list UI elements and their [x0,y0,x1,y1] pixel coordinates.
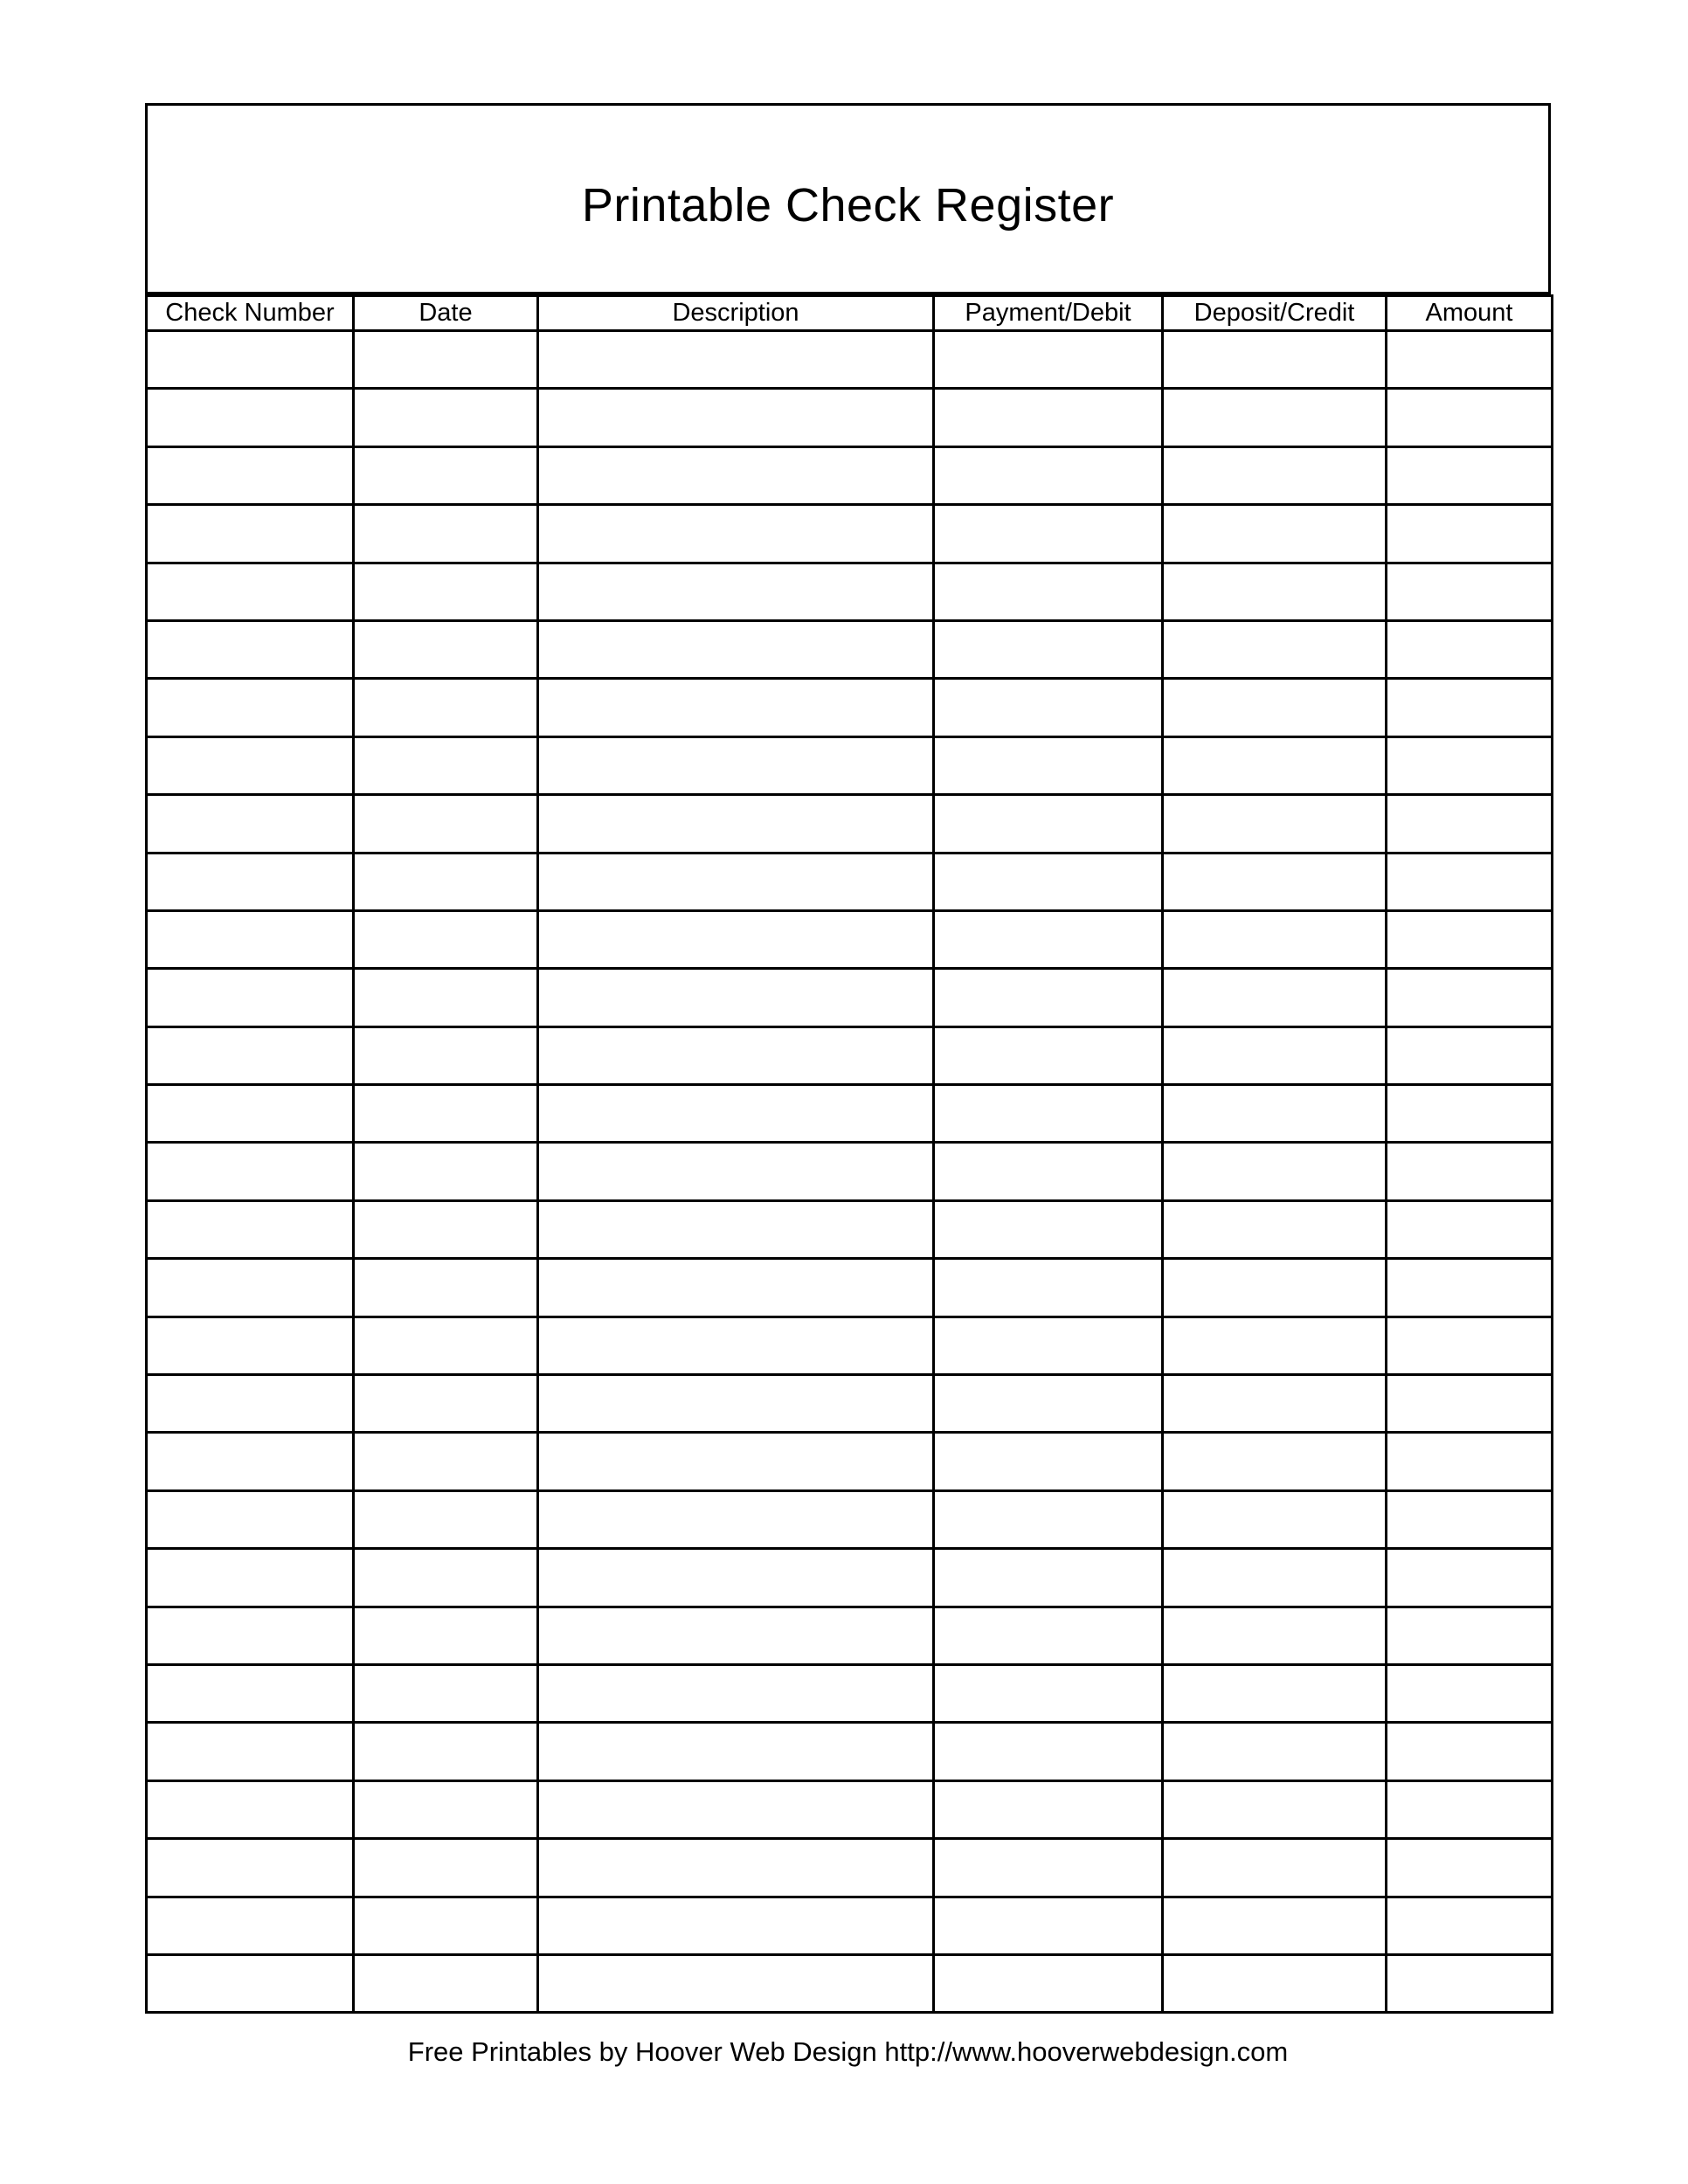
empty-cell [1163,620,1387,678]
empty-cell [147,795,354,853]
empty-cell [1163,853,1387,910]
empty-cell [934,1549,1163,1607]
empty-cell [1387,1897,1553,1954]
empty-cell [1387,1200,1553,1258]
column-header-check-number: Check Number [147,296,354,331]
empty-cell [934,1375,1163,1433]
empty-cell [1163,1723,1387,1780]
empty-cell [1163,563,1387,620]
table-header [147,296,1553,331]
empty-cell [354,1490,538,1548]
empty-cell [934,446,1163,504]
empty-cell [538,1259,934,1317]
empty-cell [538,563,934,620]
empty-cell [1163,389,1387,446]
empty-cell [538,736,934,794]
table-row [147,736,1553,794]
empty-cell [1163,795,1387,853]
table-row [147,1664,1553,1722]
empty-cell [934,1897,1163,1954]
header-row [147,296,1553,331]
empty-cell [934,1839,1163,1897]
table-row [147,910,1553,968]
empty-cell [354,563,538,620]
empty-cell [934,969,1163,1026]
table-row [147,969,1553,1026]
empty-cell [1387,853,1553,910]
empty-cell [934,853,1163,910]
empty-cell [1163,736,1387,794]
table-row [147,1317,1553,1374]
empty-cell [934,1200,1163,1258]
table-row [147,1549,1553,1607]
empty-cell [934,1954,1163,2012]
empty-cell [1163,1026,1387,1084]
empty-cell [934,1664,1163,1722]
empty-cell [538,331,934,389]
empty-cell [934,679,1163,736]
empty-cell [1163,331,1387,389]
table-row [147,1433,1553,1490]
empty-cell [934,563,1163,620]
empty-cell [1387,1026,1553,1084]
empty-cell [934,1723,1163,1780]
empty-cell [354,505,538,563]
empty-cell [147,1780,354,1838]
empty-cell [354,1839,538,1897]
empty-cell [147,505,354,563]
empty-cell [538,1026,934,1084]
footer-credit: Free Printables by Hoover Web Design http://www.hooverwebdesign.com [407,2036,1289,2067]
table-row [147,505,1553,563]
empty-cell [354,1143,538,1200]
empty-cell [934,1607,1163,1664]
empty-cell [147,1839,354,1897]
empty-cell [354,1723,538,1780]
empty-cell [1387,1954,1553,2012]
column-header-deposit-credit: Deposit/Credit [1163,296,1387,331]
empty-cell [538,1200,934,1258]
empty-cell [538,1375,934,1433]
empty-cell [1163,1954,1387,2012]
empty-cell [147,563,354,620]
empty-cell [354,1200,538,1258]
table-row [147,795,1553,853]
table-row [147,1607,1553,1664]
table-row [147,1259,1553,1317]
empty-cell [934,1433,1163,1490]
empty-cell [147,853,354,910]
empty-cell [354,1549,538,1607]
empty-cell [147,1026,354,1084]
empty-cell [354,1433,538,1490]
table-row [147,563,1553,620]
empty-cell [1387,505,1553,563]
empty-cell [147,1897,354,1954]
table-row [147,1954,1553,2012]
empty-cell [934,1780,1163,1838]
empty-cell [147,389,354,446]
table-row [147,853,1553,910]
table-row [147,389,1553,446]
empty-cell [538,1839,934,1897]
empty-cell [147,679,354,736]
empty-cell [1387,1607,1553,1664]
empty-cell [538,1780,934,1838]
empty-cell [1387,1723,1553,1780]
empty-cell [538,1433,934,1490]
empty-cell [1163,1259,1387,1317]
empty-cell [1387,1259,1553,1317]
page-title: Printable Check Register [581,178,1115,232]
check-register-table [145,294,1553,2014]
empty-cell [147,620,354,678]
empty-cell [354,1780,538,1838]
empty-cell [354,1375,538,1433]
empty-cell [147,1664,354,1722]
empty-cell [354,446,538,504]
empty-cell [354,1259,538,1317]
empty-cell [1387,446,1553,504]
empty-cell [538,1143,934,1200]
empty-cell [354,1317,538,1374]
empty-cell [538,1085,934,1143]
empty-cell [147,1954,354,2012]
table-row [147,1375,1553,1433]
empty-cell [538,1317,934,1374]
empty-cell [147,446,354,504]
table-body [147,331,1553,2013]
empty-cell [1387,389,1553,446]
column-header-description: Description [538,296,934,331]
empty-cell [354,910,538,968]
empty-cell [934,1026,1163,1084]
empty-cell [538,505,934,563]
empty-cell [538,620,934,678]
empty-cell [934,1143,1163,1200]
empty-cell [538,795,934,853]
empty-cell [1387,1085,1553,1143]
empty-cell [934,331,1163,389]
empty-cell [538,853,934,910]
empty-cell [1387,1549,1553,1607]
table-row [147,1780,1553,1838]
empty-cell [934,1259,1163,1317]
empty-cell [538,969,934,1026]
empty-cell [354,1026,538,1084]
empty-cell [934,620,1163,678]
empty-cell [147,736,354,794]
empty-cell [1387,1317,1553,1374]
empty-cell [1163,1549,1387,1607]
empty-cell [1163,1375,1387,1433]
empty-cell [147,1549,354,1607]
empty-cell [1163,1143,1387,1200]
empty-cell [354,795,538,853]
empty-cell [147,910,354,968]
empty-cell [354,969,538,1026]
table-row [147,1897,1553,1954]
empty-cell [1163,505,1387,563]
empty-cell [934,389,1163,446]
empty-cell [147,1200,354,1258]
empty-cell [538,1954,934,2012]
table-row [147,1723,1553,1780]
empty-cell [147,1143,354,1200]
empty-cell [934,1317,1163,1374]
empty-cell [1163,1490,1387,1548]
empty-cell [354,1954,538,2012]
empty-cell [1387,331,1553,389]
empty-cell [1163,1664,1387,1722]
empty-cell [538,910,934,968]
empty-cell [538,1549,934,1607]
empty-cell [147,1490,354,1548]
empty-cell [354,1897,538,1954]
table-row [147,1200,1553,1258]
empty-cell [1387,969,1553,1026]
table-row [147,1490,1553,1548]
empty-cell [1387,1664,1553,1722]
column-header-date: Date [354,296,538,331]
table-row [147,1143,1553,1200]
empty-cell [1163,446,1387,504]
empty-cell [538,1490,934,1548]
empty-cell [538,679,934,736]
empty-cell [1387,910,1553,968]
empty-cell [1163,1085,1387,1143]
empty-cell [147,969,354,1026]
empty-cell [147,1607,354,1664]
empty-cell [354,1607,538,1664]
empty-cell [538,1723,934,1780]
table-row [147,679,1553,736]
empty-cell [1163,1607,1387,1664]
column-header-amount: Amount [1387,296,1553,331]
column-header-payment-debit: Payment/Debit [934,296,1163,331]
empty-cell [1163,1433,1387,1490]
empty-cell [354,389,538,446]
empty-cell [1387,1143,1553,1200]
table-row [147,620,1553,678]
empty-cell [147,1259,354,1317]
empty-cell [934,1490,1163,1548]
empty-cell [934,1085,1163,1143]
empty-cell [538,1897,934,1954]
table-row [147,446,1553,504]
empty-cell [934,736,1163,794]
empty-cell [538,1664,934,1722]
empty-cell [1387,1839,1553,1897]
empty-cell [354,736,538,794]
empty-cell [1387,1433,1553,1490]
empty-cell [147,1317,354,1374]
empty-cell [1387,620,1553,678]
empty-cell [538,446,934,504]
empty-cell [1387,736,1553,794]
empty-cell [1163,1839,1387,1897]
empty-cell [538,389,934,446]
empty-cell [1387,1780,1553,1838]
empty-cell [1163,969,1387,1026]
empty-cell [1163,1897,1387,1954]
empty-cell [147,1723,354,1780]
title-box [145,103,1551,294]
empty-cell [934,505,1163,563]
empty-cell [934,795,1163,853]
table-row [147,1026,1553,1084]
empty-cell [1387,563,1553,620]
table-row [147,1085,1553,1143]
empty-cell [1163,1317,1387,1374]
empty-cell [354,620,538,678]
empty-cell [354,679,538,736]
table-row [147,1839,1553,1897]
empty-cell [354,1664,538,1722]
empty-cell [1163,679,1387,736]
empty-cell [1387,795,1553,853]
empty-cell [147,331,354,389]
empty-cell [354,1085,538,1143]
empty-cell [354,331,538,389]
empty-cell [1163,910,1387,968]
table-row [147,331,1553,389]
empty-cell [934,910,1163,968]
empty-cell [147,1375,354,1433]
empty-cell [147,1433,354,1490]
empty-cell [1163,1200,1387,1258]
empty-cell [147,1085,354,1143]
empty-cell [1387,1375,1553,1433]
empty-cell [1387,679,1553,736]
empty-cell [1387,1490,1553,1548]
empty-cell [354,853,538,910]
empty-cell [1163,1780,1387,1838]
empty-cell [538,1607,934,1664]
